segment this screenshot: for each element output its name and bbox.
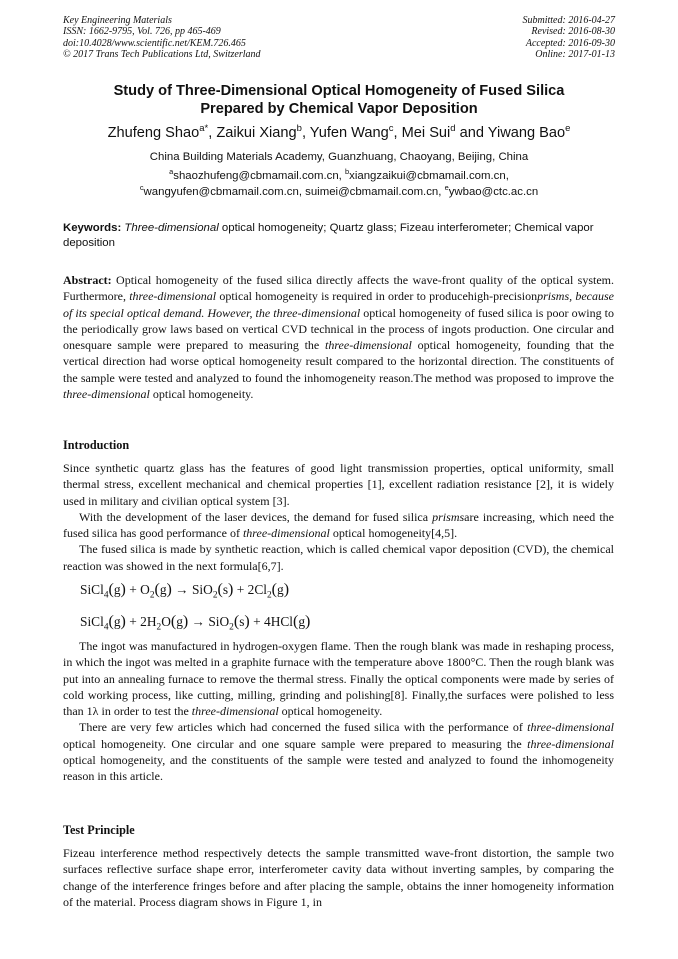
affiliation: China Building Materials Academy, Guanzhuang, Chaoyang, Beijing, China xyxy=(149,151,529,163)
online-date: Online: 2017-01-13 xyxy=(535,49,615,61)
text: optical homogeneity, and the constituents of the sample were tested and analyzed to found the inhomogeneity reason in this article. xyxy=(63,753,614,784)
abstract-italic: three-dimensional xyxy=(325,338,412,353)
abstract-italic: three-dimensional xyxy=(63,387,150,402)
text: The ingot was manufactured in hydrogen-oxygen flame. Then the rough blank was made in reshaping process, in which the ingot was melted in a graphite furnace with the temperature above 1800°C. Then the rough blank was put into an annealing furnace to remove the thermal stress. Finally the optical components were made by series of cold working process, like cutting, milling, grinding and polishing[8]. Finally,the surfaces were polished to less than 1λ in order to test the xyxy=(63,639,614,719)
abstract-text: optical homogeneity of fused silica is poor owing to the periodically grow laws based on vertical CVD technical in the process of ingots production. One circular and onesquare sample were prepared to measuring the xyxy=(63,305,614,353)
abstract-italic: three-dimensional xyxy=(129,289,217,304)
chemical-equation-1: SiCl$_4$(g) + $O_2(g) \to SiO_2(s) + 2Cl_2(g)$ xyxy=(80,581,290,601)
chemical-equation-2: SiCl$_4$(g) + $2H_2O(g) \to SiO_2(s) + 4HCl(g)$ xyxy=(80,613,311,633)
text: optical homogeneity. xyxy=(281,704,383,719)
abstract xyxy=(63,272,614,402)
author-name: Zaikui Xiang xyxy=(216,125,297,141)
author-list: Zhufeng Shao$^{a*}$, Zaikui Xiang$^b$, Yufen Wang$^c$, Mei Sui$^d$ and Yiwang Bao$^e$ xyxy=(107,123,571,141)
doi-line: doi:10.4028/www.scientific.net/KEM.726.465 xyxy=(63,37,246,49)
introduction-text xyxy=(63,460,614,574)
abstract-text: optical homogeneity is required in order to producehigh-precision xyxy=(219,289,538,304)
revised-date: Revised: 2016-08-30 xyxy=(531,26,615,38)
abstract-label: Abstract: xyxy=(63,273,112,287)
intro-paragraph xyxy=(63,638,614,719)
email-line-2: $^c$wangyufen@cbmamail.com.cn, suimei@cbmamail.com.cn, $^e$ywbao@ctc.ac.cn xyxy=(139,183,539,198)
author-name: Yufen Wang xyxy=(309,125,389,141)
author-sup: d xyxy=(450,123,456,135)
section-heading-test-principle: Test Principle xyxy=(63,823,135,837)
email-line-1: $^a$shaozhufeng@cbmamail.com.cn, $^b$xiangzaikui@cbmamail.com.cn, xyxy=(169,167,509,182)
reaction-arrow-icon: → xyxy=(191,614,205,629)
italic-text: three-dimensional xyxy=(527,720,614,735)
introduction-text-continued xyxy=(63,638,614,785)
text: optical homogeneity[4,5]. xyxy=(332,526,458,541)
italic-text: three-dimensional xyxy=(242,526,330,541)
author-emails xyxy=(20,168,658,200)
keywords-label: Keywords: xyxy=(63,222,122,234)
author-sup: a* xyxy=(199,123,209,135)
issn-line: ISSN: 1662-9795, Vol. 726, pp 465-469 xyxy=(63,26,221,38)
italic-text: three-dimensional xyxy=(527,736,615,751)
author-name: Mei Sui xyxy=(401,125,451,141)
journal-name: Key Engineering Materials xyxy=(63,15,172,26)
copyright-line: © 2017 Trans Tech Publications Ltd, Switzerland xyxy=(63,49,261,61)
author-sup: e xyxy=(565,123,571,135)
author-name: Zhufeng Shao xyxy=(107,125,200,141)
email-e[interactable]: ywbao@ctc.ac.cn xyxy=(448,186,539,198)
text: optical homogeneity. One circular and one square sample were prepared to measuring the xyxy=(63,736,522,751)
journal-header-left xyxy=(63,15,261,61)
keywords-italic: Three-dimensional xyxy=(124,222,219,234)
section-heading-introduction: Introduction xyxy=(63,438,130,452)
paper-title xyxy=(40,82,638,118)
author-sup: c xyxy=(388,123,394,135)
email-c[interactable]: wangyufen@cbmamail.com.cn, suimei@cbmamail.com.cn, xyxy=(143,186,442,198)
intro-paragraph xyxy=(63,719,614,784)
intro-paragraph: The fused silica is made by synthetic reaction, which is called chemical vapor deposition (CVD), the chemical reaction was showed in the next formula[6,7]. xyxy=(63,542,614,573)
intro-paragraph xyxy=(63,509,614,542)
journal-header-right xyxy=(523,15,616,61)
text: are increasing, which need the fused silica has good performance of xyxy=(63,509,614,541)
submitted-date: Submitted: 2016-04-27 xyxy=(522,15,615,26)
abstract-italic: prisms, because of its special optical demand. However, the three-dimensional xyxy=(63,289,615,320)
keywords-text: optical homogeneity; Quartz glass; Fizeau interferometer; Chemical vapor deposition xyxy=(63,222,594,249)
intro-paragraph: Since synthetic quartz glass has the features of good light transmission properties, optical uniformity, small thermal stress, excellent mechanical and chemical properties [1], excellent radiation resistance [2], it is widely used in military and civilian optical system [3]. xyxy=(63,461,614,508)
italic-text: prisms xyxy=(432,509,465,524)
text: There are very few articles which had concerned the fused silica with the performance of xyxy=(79,720,523,735)
test-principle-paragraph: Fizeau interference method respectively detects the sample transmitted wave-front distortion, the sample two surfaces reflective surface shape error, interferometer cavity data without inverting samples, by comparing the change of the interference fringes before and after placing the sample, obtains the inner homogeneity information of the material. Process diagram shows in Figure 1, in xyxy=(63,846,614,909)
author-sup: b xyxy=(296,123,302,135)
email-b[interactable]: xiangzaikui@cbmamail.com.cn, xyxy=(349,170,509,182)
abstract-text: optical homogeneity. xyxy=(152,387,254,402)
test-principle-text xyxy=(63,845,614,910)
reaction-arrow-icon: → xyxy=(175,582,189,597)
abstract-text: optical homogeneity, founding that the vertical direction had worse optical homogeneity result compared to the horizontal direction. The constituents of the sample were tested and analyzed to found the inhomogeneity reason.The method was proposed to improve the xyxy=(63,338,615,385)
text: With the development of the laser devices, the demand for fused silica xyxy=(79,509,429,524)
abstract-text: Optical homogeneity of the fused silica directly affects the wave-front quality of the optical system. Furthermore, xyxy=(63,273,614,304)
title-line-2: Prepared by Chemical Vapor Deposition xyxy=(200,101,478,117)
italic-text: three-dimensional xyxy=(191,704,279,719)
title-line-1: Study of Three-Dimensional Optical Homogeneity of Fused Silica xyxy=(113,83,565,99)
keywords xyxy=(63,221,615,250)
email-a[interactable]: shaozhufeng@cbmamail.com.cn, xyxy=(173,170,342,182)
accepted-date: Accepted: 2016-09-30 xyxy=(525,37,615,49)
author-name: Yiwang Bao xyxy=(487,125,566,141)
